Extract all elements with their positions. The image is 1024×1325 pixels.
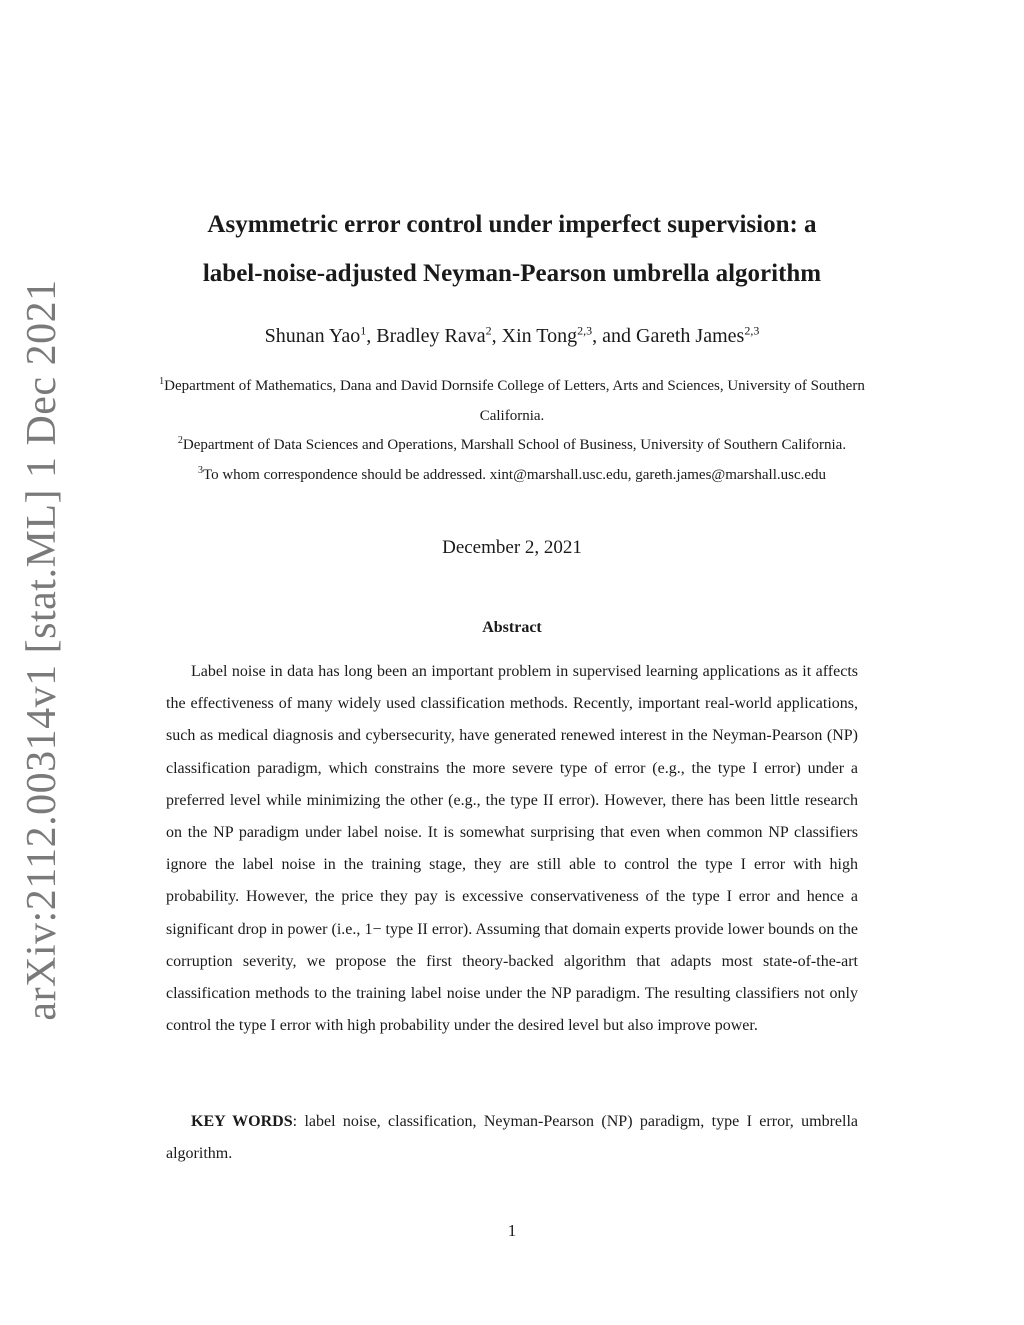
arxiv-identifier-stamp[interactable]: arXiv:2112.00314v1 [stat.ML] 1 Dec 2021	[19, 279, 65, 1021]
affiliation-marker: 2	[177, 435, 183, 446]
abstract-heading: Abstract	[482, 619, 542, 636]
affiliation-item	[130, 372, 894, 431]
author-name: Gareth James	[636, 325, 745, 347]
author-list	[0, 322, 1024, 350]
author-name: Shunan Yao	[264, 325, 361, 347]
correspondence-note	[130, 461, 894, 491]
author-affiliation-marker: 1	[360, 323, 367, 338]
correspondence-text: To whom correspondence should be addressed. xint@marshall.usc.edu, gareth.james@marshall.usc.edu	[202, 466, 827, 483]
paper-title-line-2: label-noise-adjusted Neyman-Pearson umbrella algorithm	[202, 260, 822, 287]
affiliation-item	[130, 431, 894, 461]
keywords-label: KEY WORDS	[191, 1113, 293, 1130]
affiliation-text: Department of Mathematics, Dana and David Dornsife College of Letters, Arts and Sciences, University of Southern California.	[164, 378, 865, 424]
abstract-body: Label noise in data has long been an important problem in supervised learning applications as it affects the effectiveness of many widely used classification methods. Recently, important real-world applications, such as medical diagnosis and cybersecurity, have generated renewed interest in the Neyman-Pearson (NP) classification paradigm, which constrains the more severe type of error (e.g., the type I error) under a preferred level while minimizing the other (e.g., the type II error). However, there has been little research on the NP paradigm under label noise. It is somewhat surprising that even when common NP classifiers ignore the label noise in the training stage, they are still able to control the type I error with high probability. However, the price they pay is excessive conservativeness of the type I error and hence a significant drop in power (i.e., 1− type II error). Assuming that domain experts provide lower bounds on the corruption severity, we propose the first theory-backed algorithm that adapts most state-of-the-art classification methods to the training label noise under the NP paradigm. The resulting classifiers not only control the type I error with high probability under the desired level but also improve power.	[166, 663, 858, 1035]
paper-title-line-1: Asymmetric error control under imperfect supervision: a	[207, 211, 817, 238]
author-name: Bradley Rava	[376, 325, 486, 347]
author-affiliation-marker: 2	[485, 323, 492, 338]
keywords-text: : label noise, classification, Neyman-Pearson (NP) paradigm, type I error, umbrella algorithm.	[166, 1113, 858, 1163]
affiliation-marker: 3	[197, 464, 203, 476]
affiliation-marker: 1	[159, 376, 165, 387]
page-number: 1	[507, 1221, 517, 1240]
author-separator: ,	[366, 325, 377, 347]
author-affiliation-marker: 2,3	[744, 323, 760, 338]
keywords-paragraph	[166, 1106, 858, 1170]
affiliation-list	[130, 372, 894, 490]
paper-title	[0, 200, 1024, 298]
publication-date: December 2, 2021	[442, 537, 582, 558]
author-affiliation-marker: 2,3	[577, 323, 593, 338]
author-name: Xin Tong	[501, 325, 578, 347]
affiliation-text: Department of Data Sciences and Operations, Marshall School of Business, University of Southern California.	[182, 437, 847, 453]
author-separator: , and	[592, 325, 637, 347]
author-separator: ,	[491, 325, 502, 347]
